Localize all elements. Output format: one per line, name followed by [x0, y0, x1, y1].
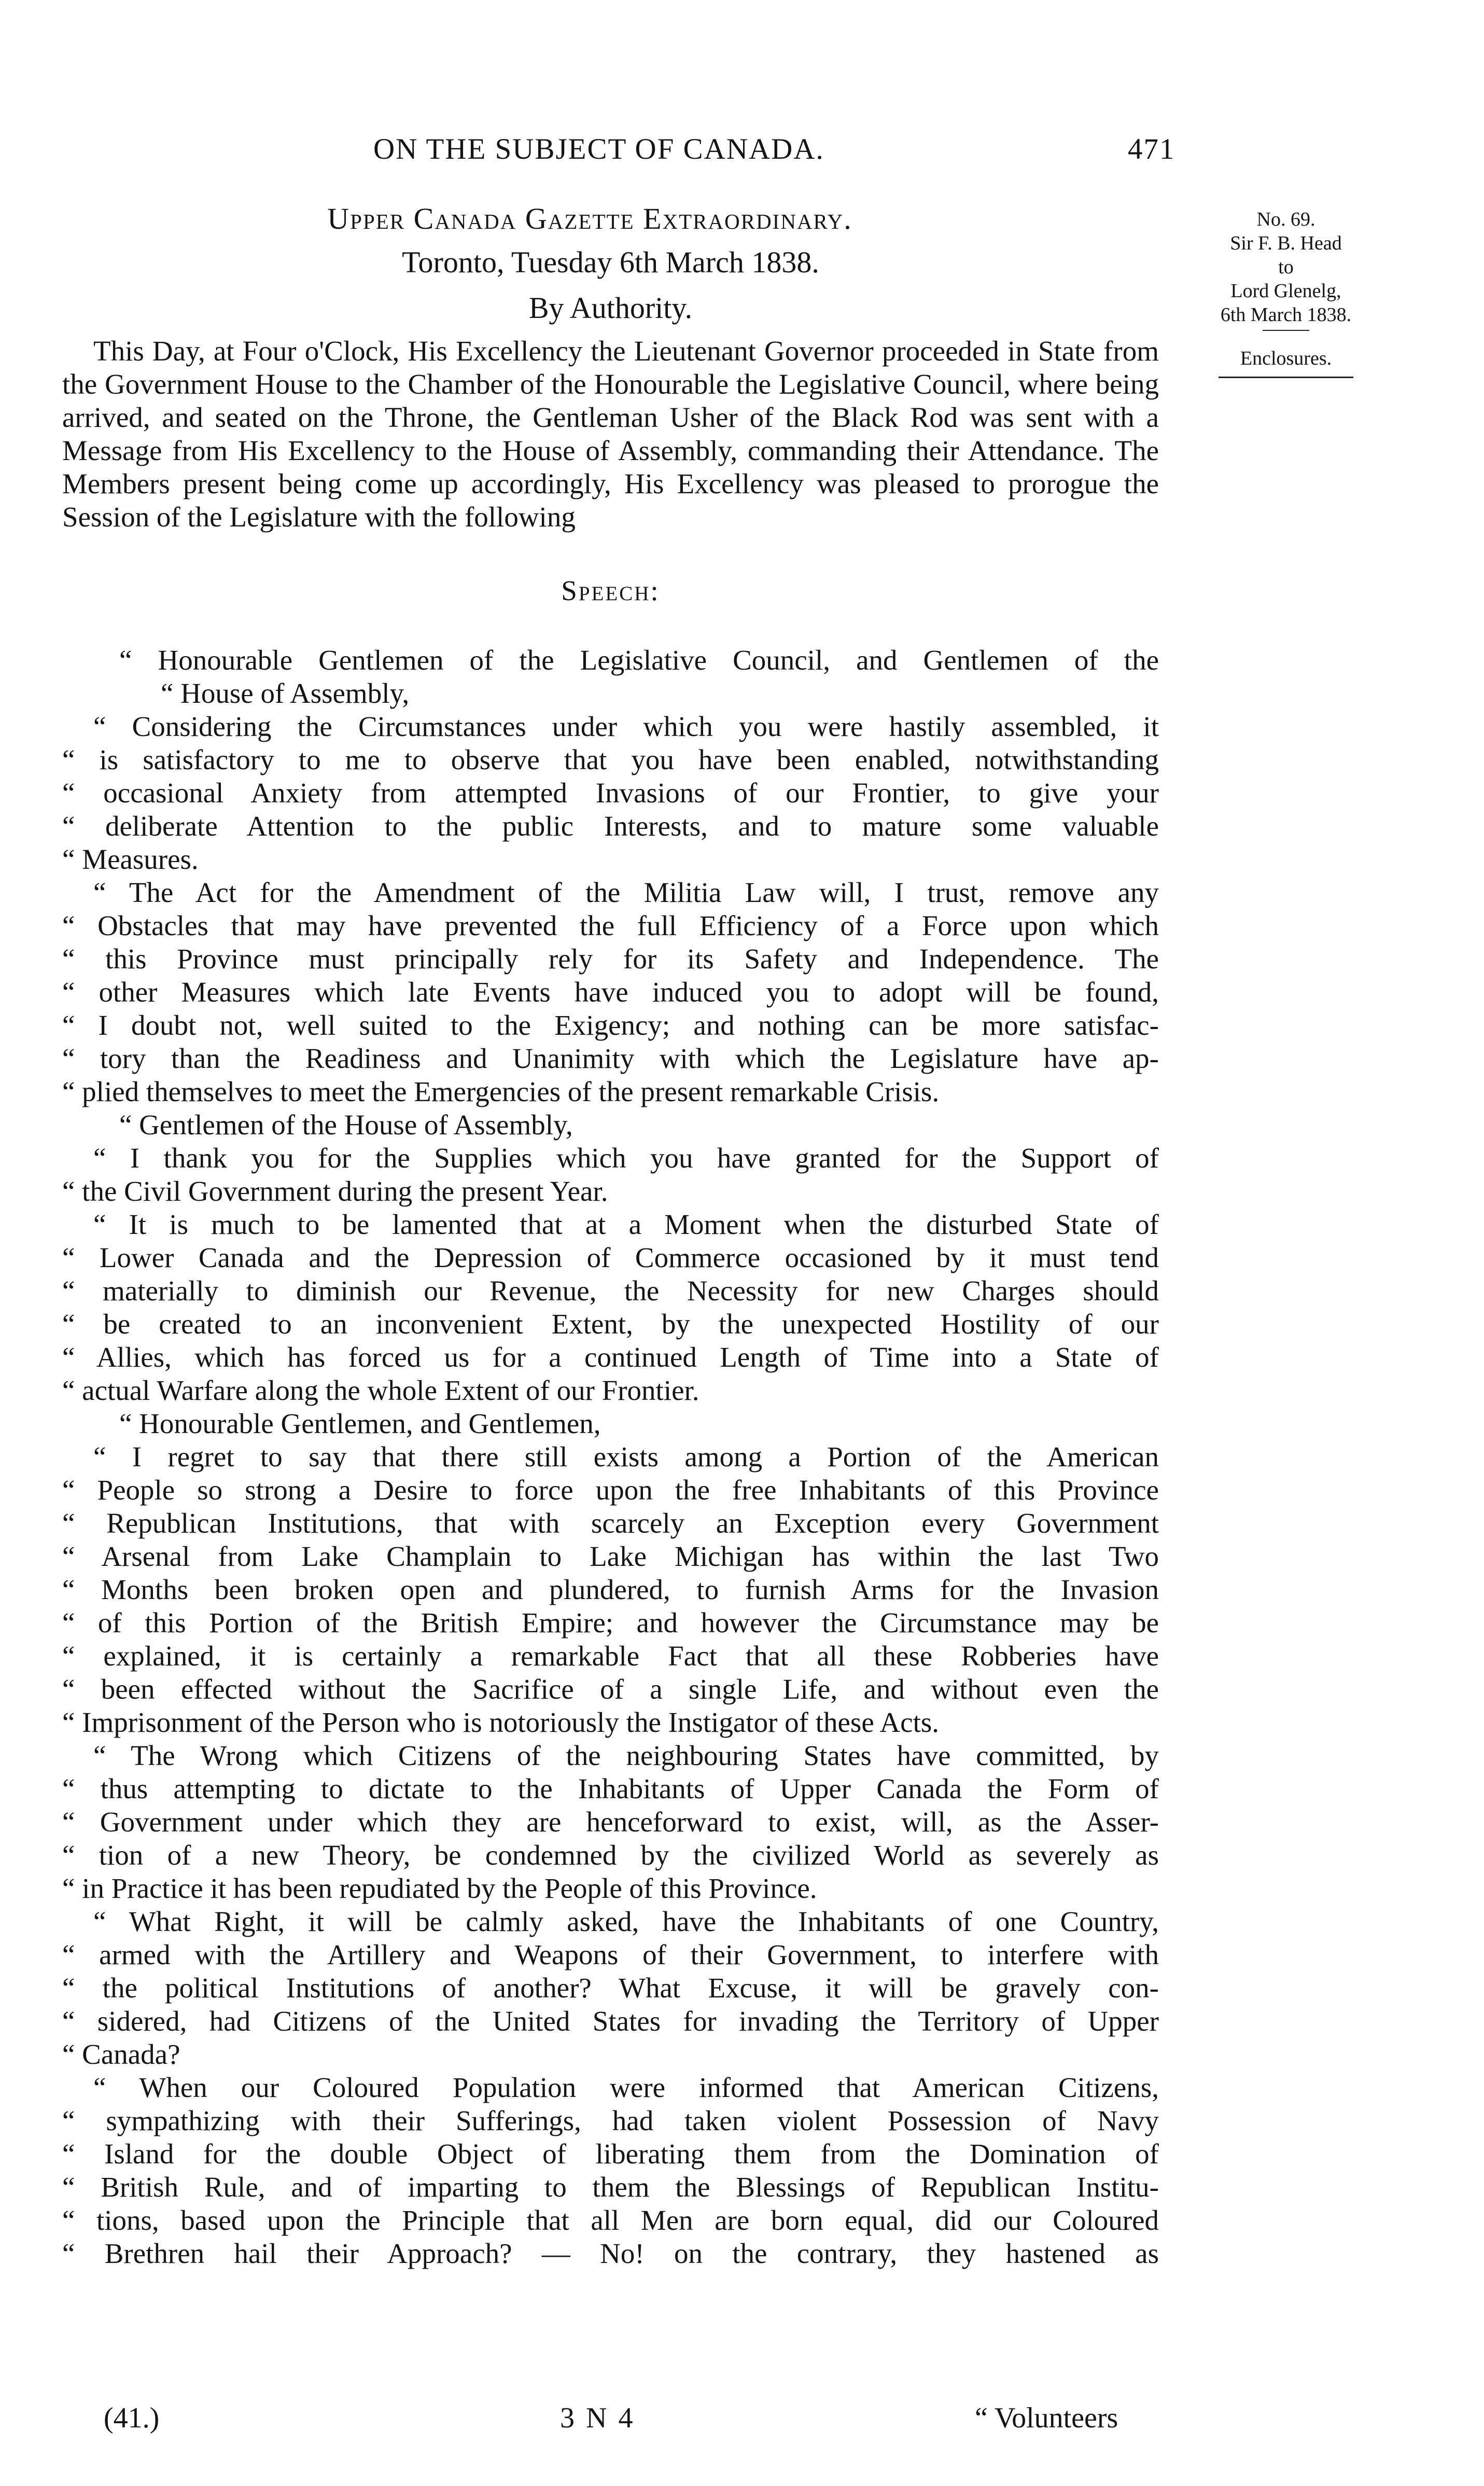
footer-signature: (41.) [104, 2402, 160, 2434]
speech-line: “ deliberate Attention to the public Interests, and to mature some valuable [62, 810, 1159, 842]
speech-line: “ British Rule, and of imparting to them the Blessings of Republican Institu- [62, 2171, 1159, 2203]
running-head-title: ON THE SUBJECT OF CANADA. [373, 133, 824, 165]
speech-line: “ tions, based upon the Principle that all Men are born equal, did our Coloured [62, 2204, 1159, 2236]
speech-line: “ When our Coloured Population were informed that American Citizens, [93, 2072, 1159, 2103]
speech-line: “ in Practice it has been repudiated by the People of this Province. [62, 1872, 817, 1904]
margin-note-rule [1263, 330, 1309, 331]
speech-line: “ Honourable Gentlemen, and Gentlemen, [119, 1408, 601, 1439]
intro-paragraph: This Day, at Four o'Clock, His Excellency the Lieutenant Governor proceeded in State from the Government House to the Chamber of the Honourable the Legislative Council, where being arrived, and seated on the Throne, the Gentleman Usher of the Black Rod was sent with a Message from His Excellency to the House of Assembly, commanding their Attendance. The Members present being come up accordingly, His Excellency was pleased to prorogue the Session of the Legislature with the following [62, 335, 1159, 533]
speech-line: “ Brethren hail their Approach? — No! on the contrary, they hastened as [62, 2238, 1159, 2269]
speech-line: “ Arsenal from Lake Champlain to Lake Michigan has within the last Two [62, 1540, 1159, 1572]
speech-line: “ explained, it is certainly a remarkable Fact that all these Robberies have [62, 1640, 1159, 1672]
speech-line: “ is satisfactory to me to observe that you have been enabled, notwithstanding [62, 744, 1159, 775]
speech-line: “ I regret to say that there still exists among a Portion of the American [93, 1441, 1159, 1473]
speech-text [62, 644, 1159, 2270]
speech-line: “ of this Portion of the British Empire; and however the Circumstance may be [62, 1607, 1159, 1638]
footer-signature-mark: 3 N 4 [560, 2402, 635, 2434]
speech-line: “ The Act for the Amendment of the Militia Law will, I trust, remove any [93, 877, 1159, 908]
speech-line: “ Considering the Circumstances under which you were hastily assembled, it [93, 711, 1159, 742]
speech-line: “ this Province must principally rely for its Safety and Independence. The [62, 943, 1159, 975]
speech-line: “ Gentlemen of the House of Assembly, [119, 1109, 573, 1141]
margin-note-number: No. 69. [1256, 209, 1315, 230]
gazette-authority: By Authority. [528, 291, 693, 325]
speech-line: “ Republican Institutions, that with scarcely an Exception every Government [62, 1507, 1159, 1539]
speech-line: “ House of Assembly, [161, 677, 410, 709]
gazette-dateline: Toronto, Tuesday 6th March 1838. [402, 245, 819, 279]
speech-line: “ Measures. [62, 843, 199, 875]
margin-note-from: Sir F. B. Head [1230, 232, 1342, 254]
speech-line: “ Honourable Gentlemen of the Legislative Council, and Gentlemen of the [119, 644, 1159, 676]
speech-title: Speech: [561, 575, 660, 606]
margin-note-recipient: Lord Glenelg, [1230, 280, 1341, 302]
speech-line: “ occasional Anxiety from attempted Invasions of our Frontier, to give your [62, 777, 1159, 809]
speech-line: “ been effected without the Sacrifice of a single Life, and without even the [62, 1673, 1159, 1705]
speech-line: “ Obstacles that may have prevented the full Efficiency of a Force upon which [62, 910, 1159, 941]
speech-line: “ People so strong a Desire to force upon the free Inhabitants of this Province [62, 1474, 1159, 1506]
speech-line: “ What Right, it will be calmly asked, have the Inhabitants of one Country, [93, 1906, 1159, 1937]
speech-line: “ It is much to be lamented that at a Moment when the disturbed State of [93, 1209, 1159, 1240]
speech-line: “ be created to an inconvenient Extent, by the unexpected Hostility of our [62, 1308, 1159, 1340]
speech-line: “ I thank you for the Supplies which you have granted for the Support of [93, 1142, 1159, 1174]
margin-note-underline [1219, 377, 1353, 378]
speech-line: “ Island for the double Object of liberating them from the Domination of [62, 2138, 1159, 2170]
speech-line: “ Months been broken open and plundered, to furnish Arms for the Invasion [62, 1574, 1159, 1605]
gazette-title: Upper Canada Gazette Extraordinary. [327, 202, 852, 235]
speech-line: “ Lower Canada and the Depression of Commerce occasioned by it must tend [62, 1242, 1159, 1273]
speech-line: “ Allies, which has forced us for a continued Length of Time into a State of [62, 1341, 1159, 1373]
speech-line: “ thus attempting to dictate to the Inhabitants of Upper Canada the Form of [62, 1773, 1159, 1804]
speech-line: “ I doubt not, well suited to the Exigency; and nothing can be more satisfac- [62, 1009, 1159, 1041]
margin-note-to: to [1278, 256, 1294, 278]
speech-line: “ Imprisonment of the Person who is notoriously the Instigator of these Acts. [62, 1706, 940, 1738]
speech-line: “ the political Institutions of another? What Excuse, it will be gravely con- [62, 1972, 1159, 2004]
body-column [62, 200, 1159, 2270]
speech-line: “ Government under which they are henceforward to exist, will, as the Asser- [62, 1806, 1159, 1838]
speech-line: “ the Civil Government during the present Year. [62, 1175, 608, 1207]
margin-note [1187, 207, 1384, 378]
footer-catchword: “ Volunteers [975, 2402, 1118, 2434]
margin-note-date: 6th March 1838. [1220, 304, 1352, 326]
speech-line: “ tory than the Readiness and Unanimity with which the Legislature have ap- [62, 1043, 1159, 1074]
page-number: 471 [1128, 133, 1175, 165]
speech-line: “ materially to diminish our Revenue, the Necessity for new Charges should [62, 1275, 1159, 1307]
speech-line: “ sidered, had Citizens of the United States for invading the Territory of Upper [62, 2005, 1159, 2037]
speech-line: “ The Wrong which Citizens of the neighbouring States have committed, by [93, 1740, 1159, 1771]
speech-line: “ sympathizing with their Sufferings, had taken violent Possession of Navy [62, 2105, 1159, 2136]
speech-line: “ tion of a new Theory, be condemned by the civilized World as severely as [62, 1839, 1159, 1871]
margin-note-enclosures: Enclosures. [1240, 348, 1332, 369]
speech-line: “ armed with the Artillery and Weapons of their Government, to interfere with [62, 1939, 1159, 1970]
speech-line: “ actual Warfare along the whole Extent of our Frontier. [62, 1374, 699, 1406]
speech-line: “ Canada? [62, 2038, 180, 2070]
speech-line: “ plied themselves to meet the Emergencies of the present remarkable Crisis. [62, 1076, 940, 1107]
speech-line: “ other Measures which late Events have induced you to adopt will be found, [62, 976, 1159, 1008]
